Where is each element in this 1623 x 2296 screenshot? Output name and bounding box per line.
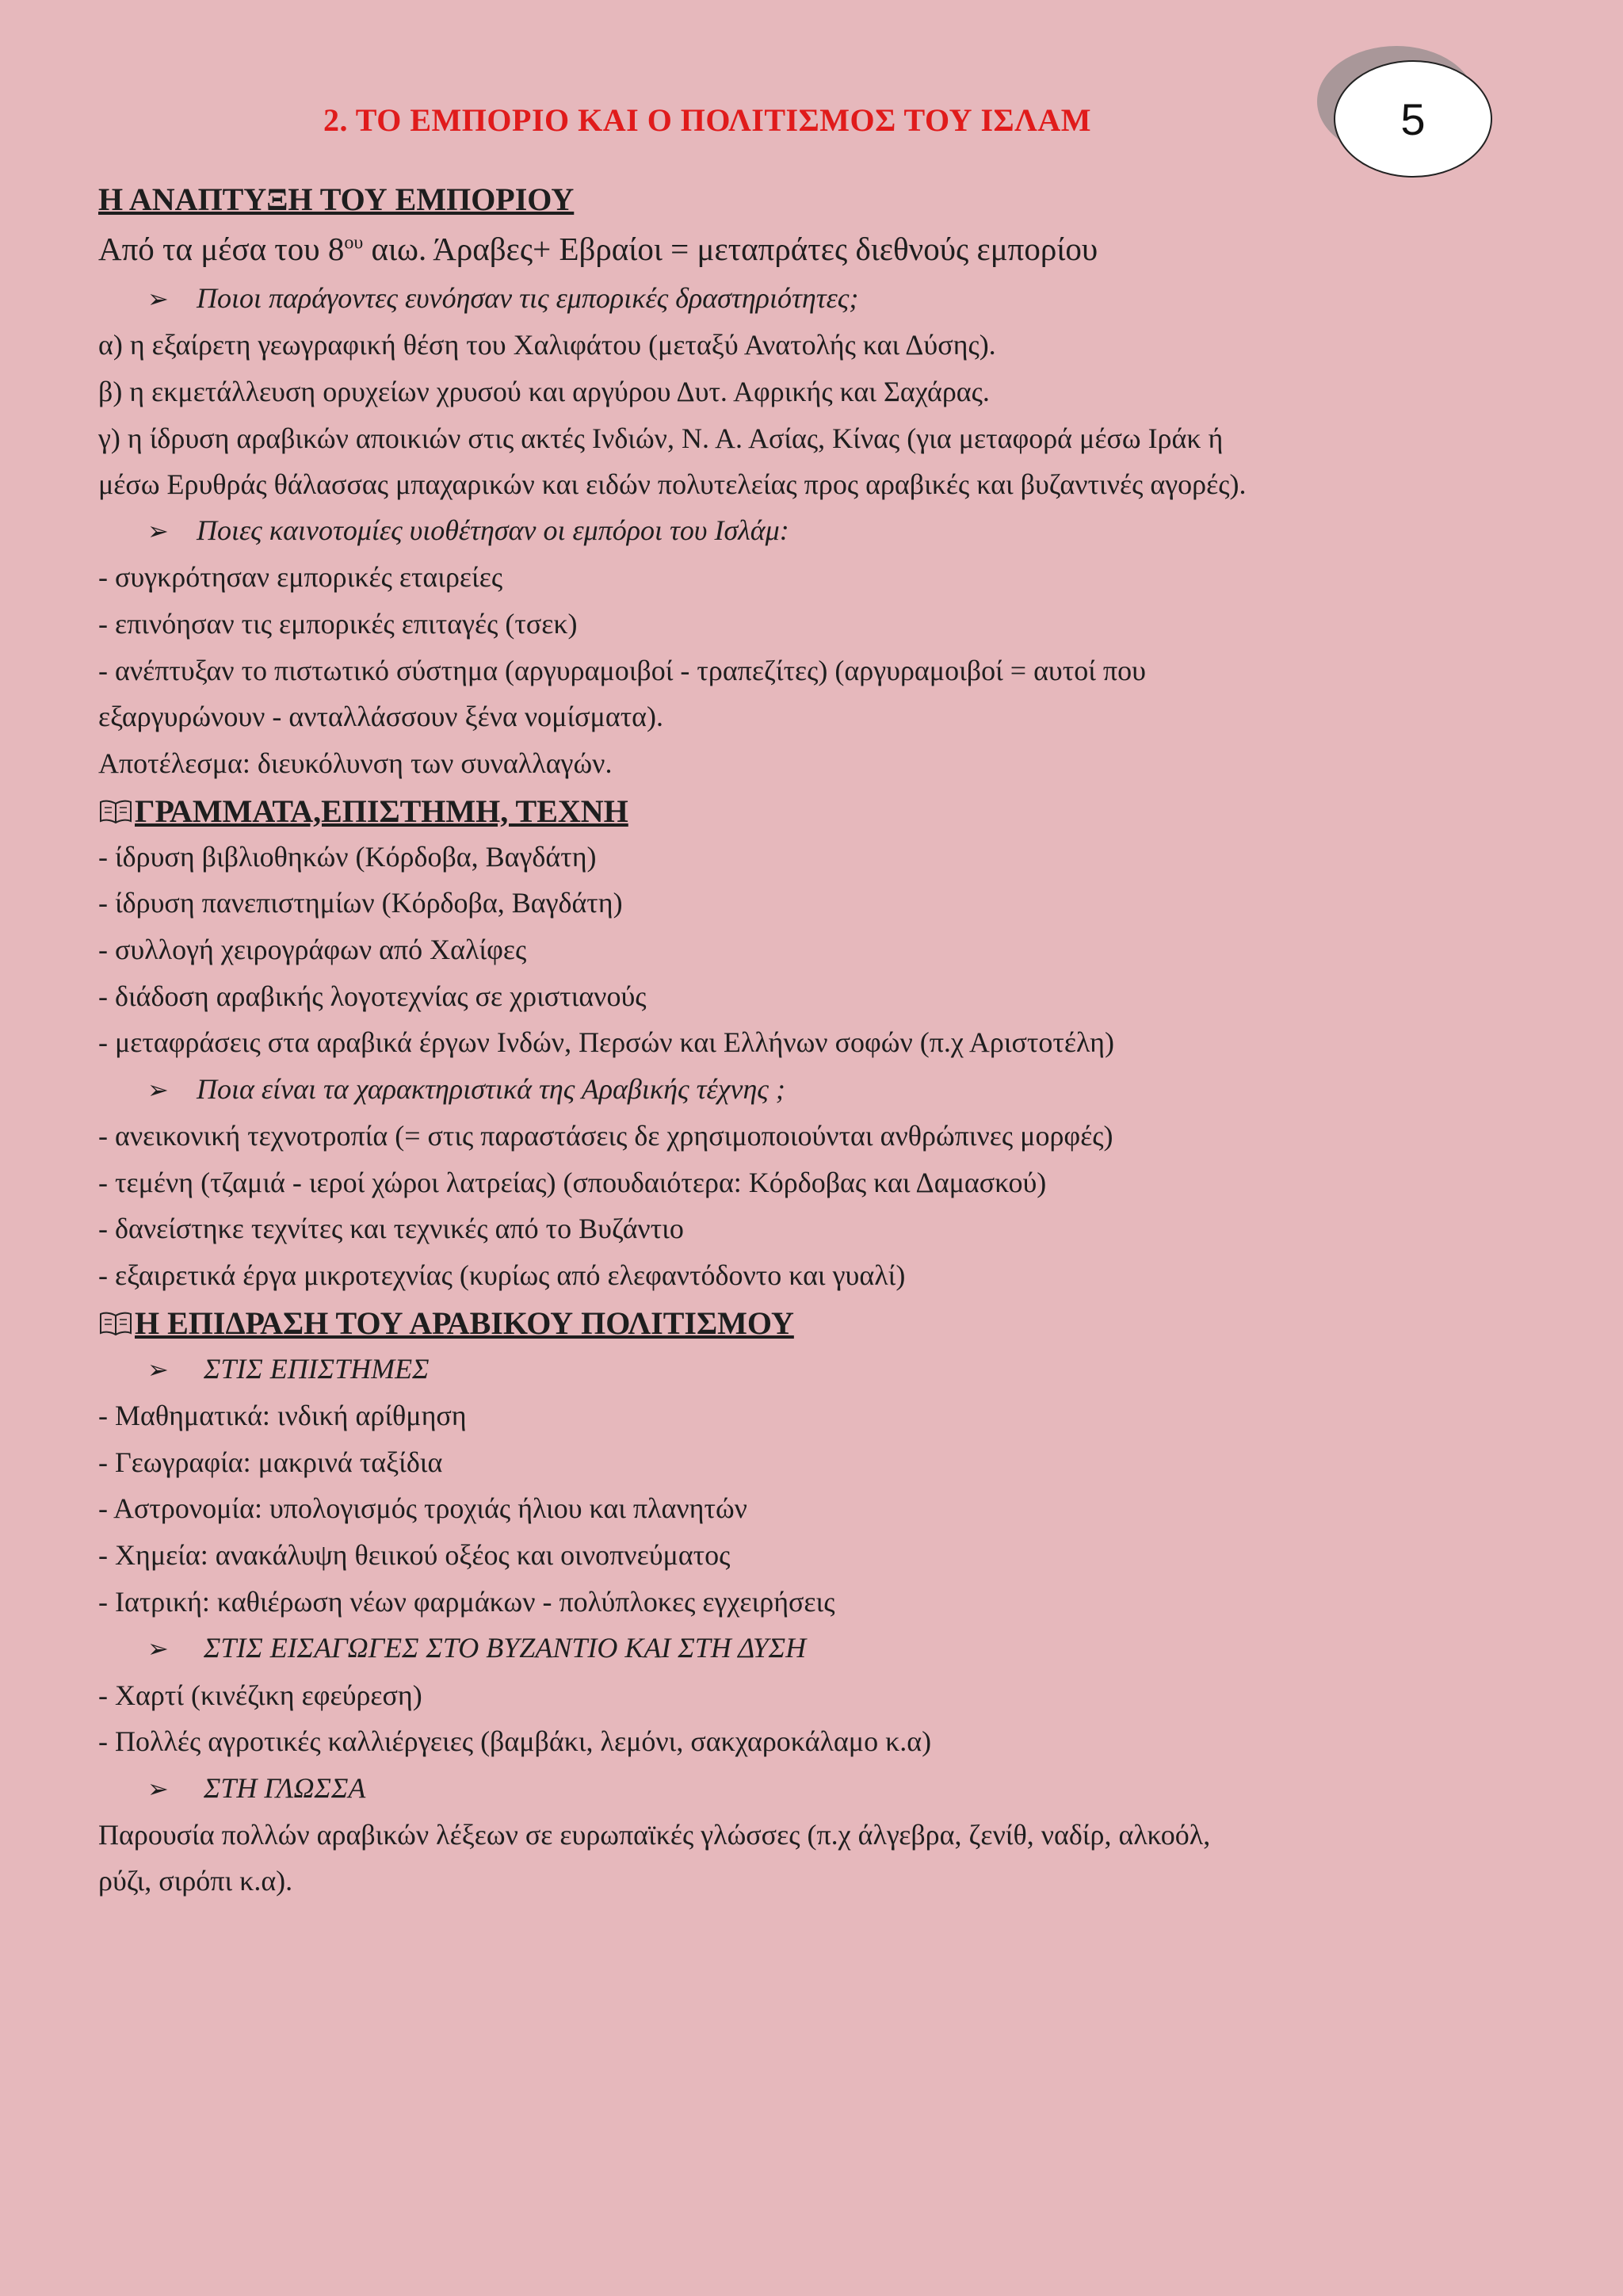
innovation-item: - ανέπτυξαν το πιστωτικό σύστημα (αργυραμοιβοί - τραπεζίτες) (αργυραμοιβοί = αυτοί που [98,655,1146,686]
language-item: ρύζι, σιρόπι κ.α). [98,1865,293,1897]
page-number-badge [1334,60,1492,178]
science-item: - Μαθηματικά: ινδική αρίθμηση [98,1400,467,1431]
art-item: - εξαιρετικά έργα μικροτεχνίας (κυρίως από ελεφαντόδοντο και γυαλί) [98,1259,906,1291]
trade-intro: Από τα μέσα του $8^{o\upsilon}$ αιω. Άραβες+ Εβραίοι = μεταπράτες διεθνούς εμπορίου [98,231,1098,267]
subsection-language: ➢ ΣΤΗ ΓΛΩΣΣΑ [147,1772,366,1804]
art-item: - δανείστηκε τεχνίτες και τεχνικές από το Βυζάντιο [98,1213,684,1244]
arrow-bullet-icon: ➢ [147,285,169,313]
question-innovations: ➢ Ποιες καινοτομίες υιοθέτησαν οι εμπόροι του Ισλάμ: [147,514,789,546]
subsection-sciences: ➢ ΣΤΙΣ ΕΠΙΣΤΗΜΕΣ [147,1353,430,1385]
arrow-bullet-icon: ➢ [147,1075,169,1104]
innovation-item: - επινόησαν τις εμπορικές επιταγές (τσεκ) [98,608,578,640]
letters-item: - διάδοση αραβικής λογοτεχνίας σε χριστιανούς [98,980,647,1012]
letters-item: - μεταφράσεις στα αραβικά έργων Ινδών, Περσών και Ελλήνων σοφών (π.χ Αριστοτέλη) [98,1026,1114,1058]
letters-item: - ίδρυση βιβλιοθηκών (Κόρδοβα, Βαγδάτη) [98,841,597,873]
art-item: - ανεικονική τεχνοτροπία (= στις παραστάσεις δε χρησιμοποιούνται ανθρώπινες μορφές) [98,1120,1113,1152]
science-item: - Χημεία: ανακάλυψη θειικού οξέος και οινοπνεύματος [98,1539,731,1571]
question-arab-art: ➢ Ποια είναι τα χαρακτηριστικά της Αραβικής τέχνης ; [147,1073,785,1105]
arrow-bullet-icon: ➢ [147,517,169,545]
science-item: - Γεωγραφία: μακρινά ταξίδια [98,1446,443,1478]
letters-heading: ΓΡΑΜΜΑΤΑ,ΕΠΙΣΤΗΜΗ, ΤΕΧΝΗ [98,793,628,831]
science-item: - Αστρονομία: υπολογισμός τροχιάς ήλιου και πλανητών [98,1492,747,1524]
innovation-item: - συγκρότησαν εμπορικές εταιρείες [98,561,503,593]
letters-item: - συλλογή χειρογράφων από Χαλίφες [98,934,527,965]
factor-item: β) η εκμετάλλευση ορυχείων χρυσού και αργύρου Δυτ. Αφρικής και Σαχάρας. [98,376,990,407]
open-book-icon [98,799,133,824]
letters-item: - ίδρυση πανεπιστημίων (Κόρδοβα, Βαγδάτη) [98,887,623,919]
page-title: 2. ΤΟ ΕΜΠΟΡΙΟ ΚΑΙ Ο ΠΟΛΙΤΙΣΜΟΣ ΤΟΥ ΙΣΛΑΜ [323,102,1091,138]
trade-heading: Η ΑΝΑΠΤΥΞΗ ΤΟΥ ΕΜΠΟΡΙΟΥ [98,181,575,217]
science-item: - Ιατρική: καθιέρωση νέων φαρμάκων - πολύπλοκες εγχειρήσεις [98,1586,835,1618]
import-item: - Χαρτί (κινέζικη εφεύρεση) [98,1679,422,1711]
art-item: - τεμένη (τζαμιά - ιεροί χώροι λατρείας) (σπουδαιότερα: Κόρδοβας και Δαμασκού) [98,1167,1047,1198]
subsection-imports: ➢ ΣΤΙΣ ΕΙΣΑΓΩΓΕΣ ΣΤΟ ΒΥΖΑΝΤΙΟ ΚΑΙ ΣΤΗ ΔΥΣΗ [147,1632,807,1664]
page-number: 5 [1400,94,1426,144]
question-trade-factors: ➢ Ποιοι παράγοντες ευνόησαν τις εμπορικές δραστηριότητες; [147,282,859,314]
arrow-bullet-icon: ➢ [147,1775,169,1803]
open-book-icon [98,1311,133,1336]
innovation-item: εξαργυρώνουν - ανταλλάσσουν ξένα νομίσματα). [98,701,664,732]
influence-heading: Η ΕΠΙΔΡΑΣΗ ΤΟΥ ΑΡΑΒΙΚΟΥ ΠΟΛΙΤΙΣΜΟΥ [98,1305,794,1343]
innovation-result: Αποτέλεσμα: διευκόλυνση των συναλλαγών. [98,747,613,779]
arrow-bullet-icon: ➢ [147,1634,169,1663]
import-item: - Πολλές αγροτικές καλλιέργειες (βαμβάκι, λεμόνι, σακχαροκάλαμο κ.α) [98,1725,932,1757]
factor-item: γ) η ίδρυση αραβικών αποικιών στις ακτές Ινδιών, Ν. Α. Ασίας, Κίνας (για μεταφορά μέσω Ιράκ ή [98,422,1224,454]
factor-item: α) η εξαίρετη γεωγραφική θέση του Χαλιφάτου (μεταξύ Ανατολής και Δύσης). [98,329,996,361]
language-item: Παρουσία πολλών αραβικών λέξεων σε ευρωπαϊκές γλώσσες (π.χ άλγεβρα, ζενίθ, ναδίρ, αλκοόλ, [98,1819,1211,1851]
factor-item: μέσω Ερυθράς θάλασσας μπαχαρικών και ειδών πολυτελείας προς αραβικές και βυζαντινές αγορές). [98,468,1247,500]
arrow-bullet-icon: ➢ [147,1355,169,1384]
